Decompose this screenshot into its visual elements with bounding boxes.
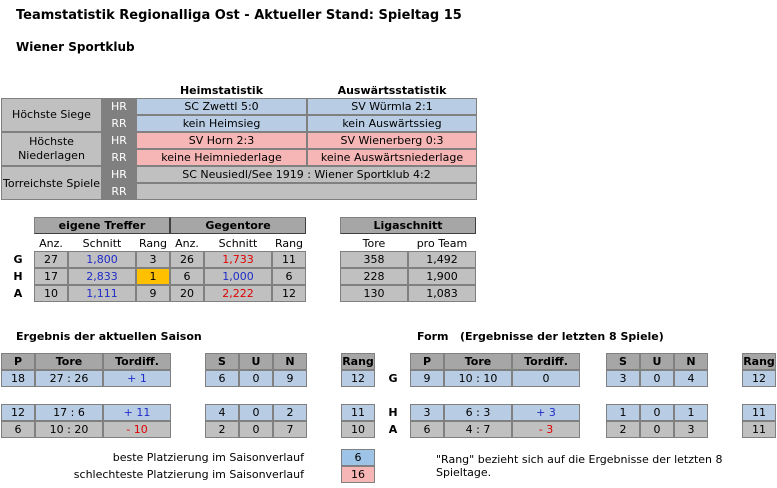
saison-a-n: 7 [273, 421, 307, 438]
form-g-u: 0 [640, 370, 674, 387]
row-label-h: H [13, 270, 23, 283]
siege-rr-ausw: kein Auswärtssieg [307, 115, 477, 132]
siege-hr-ausw: SV Würmla 2:1 [307, 98, 477, 115]
col-anz: Anz. [39, 236, 63, 250]
l-pro: 1,492 [408, 251, 476, 268]
e-anz: 17 [34, 268, 68, 285]
l-tore: 130 [340, 285, 408, 302]
col-p: P [410, 353, 444, 370]
e-schnitt: 2,833 [68, 268, 136, 285]
e-anz: 10 [34, 285, 68, 302]
form-g-n: 4 [674, 370, 708, 387]
e-rang: 9 [136, 285, 170, 302]
e-rang: 3 [136, 251, 170, 268]
siege-rr-heim: kein Heimsieg [136, 115, 307, 132]
col-tore: Tore [35, 353, 103, 370]
saison-g-tore: 27 : 26 [35, 370, 103, 387]
g-anz: 26 [170, 251, 204, 268]
team-name: Wiener Sportklub [16, 40, 135, 54]
g-schnitt: 1,733 [204, 251, 272, 268]
torreich-label: Torreichste Spiele [1, 166, 102, 200]
form-a-s: 2 [606, 421, 640, 438]
saison-h-u: 0 [239, 404, 273, 421]
saison-g-rang: 12 [341, 370, 375, 387]
saison-g-diff: + 1 [103, 370, 171, 387]
saison-h-s: 4 [205, 404, 239, 421]
gegen-header: Gegentore [170, 217, 306, 234]
liga-header: Ligaschnitt [340, 217, 476, 234]
saison-h-rang: 11 [341, 404, 375, 421]
form-g-rang: 12 [742, 370, 776, 387]
saison-h-diff: + 11 [103, 404, 171, 421]
form-h-p: 3 [410, 404, 444, 421]
saison-h-tore: 17 : 6 [35, 404, 103, 421]
ausw-header: Auswärtsstatistik [337, 83, 447, 97]
rr-label: RR [102, 115, 136, 132]
col-rang: Rang [274, 236, 304, 250]
l-tore: 228 [340, 268, 408, 285]
col-schnitt: Schnitt [82, 236, 122, 250]
form-a-tore: 4 : 7 [444, 421, 512, 438]
col-s: S [205, 353, 239, 370]
row-label-a: A [13, 287, 23, 300]
form-h-tore: 6 : 3 [444, 404, 512, 421]
form-label-a: A [388, 423, 398, 436]
saison-g-n: 9 [273, 370, 307, 387]
saison-a-rang: 10 [341, 421, 375, 438]
col-anz: Anz. [175, 236, 199, 250]
saison-a-tore: 10 : 20 [35, 421, 103, 438]
schlecht-value: 16 [341, 466, 375, 483]
saison-h-p: 12 [1, 404, 35, 421]
schlecht-label: schlechteste Platzierung im Saisonverlauf [73, 468, 304, 481]
form-g-s: 3 [606, 370, 640, 387]
l-pro: 1,083 [408, 285, 476, 302]
torreich-rr [136, 183, 477, 200]
col-tore: Tore [362, 236, 386, 250]
l-pro: 1,900 [408, 268, 476, 285]
col-n: N [674, 353, 708, 370]
form-h-s: 1 [606, 404, 640, 421]
saison-g-p: 18 [1, 370, 35, 387]
saison-a-u: 0 [239, 421, 273, 438]
col-n: N [273, 353, 307, 370]
form-g-diff: 0 [512, 370, 580, 387]
siege-hr-heim: SC Zwettl 5:0 [136, 98, 307, 115]
saison-a-diff: - 10 [103, 421, 171, 438]
form-g-tore: 10 : 10 [444, 370, 512, 387]
e-schnitt: 1,111 [68, 285, 136, 302]
heim-header: Heimstatistik [179, 83, 264, 97]
col-rang: Rang [138, 236, 168, 250]
hr-label: HR [102, 166, 136, 183]
saison-a-p: 6 [1, 421, 35, 438]
g-rang: 11 [272, 251, 306, 268]
hr-label: HR [102, 98, 136, 115]
form-a-n: 3 [674, 421, 708, 438]
col-u: U [239, 353, 273, 370]
saison-g-u: 0 [239, 370, 273, 387]
l-tore: 358 [340, 251, 408, 268]
form-a-rang: 11 [742, 421, 776, 438]
g-rang: 6 [272, 268, 306, 285]
nied-hr-heim: SV Horn 2:3 [136, 132, 307, 149]
form-a-p: 6 [410, 421, 444, 438]
form-label-g: G [388, 372, 398, 385]
col-tordiff: Tordiff. [103, 353, 171, 370]
form-a-u: 0 [640, 421, 674, 438]
g-anz: 20 [170, 285, 204, 302]
nied-rr-ausw: keine Auswärtsniederlage [307, 149, 477, 166]
niederlagen-label: Höchste Niederlagen [1, 132, 102, 166]
saison-a-s: 2 [205, 421, 239, 438]
hr-label: HR [102, 132, 136, 149]
form-h-u: 0 [640, 404, 674, 421]
e-anz: 27 [34, 251, 68, 268]
rr-label: RR [102, 149, 136, 166]
eigene-header: eigene Treffer [34, 217, 170, 234]
col-p: P [1, 353, 35, 370]
form-g-p: 9 [410, 370, 444, 387]
col-proteam: pro Team [416, 236, 468, 250]
col-u: U [640, 353, 674, 370]
saison-header: Ergebnis der aktuellen Saison [16, 330, 202, 343]
siege-label: Höchste Siege [1, 98, 102, 132]
g-rang: 12 [272, 285, 306, 302]
beste-label: beste Platzierung im Saisonverlauf [112, 451, 304, 464]
rr-label: RR [102, 183, 136, 200]
col-tore: Tore [444, 353, 512, 370]
form-h-n: 1 [674, 404, 708, 421]
row-label-g: G [13, 253, 23, 266]
e-rang-highlight: 1 [136, 268, 170, 285]
g-schnitt: 1,000 [204, 268, 272, 285]
torreich-hr: SC Neusiedl/See 1919 : Wiener Sportklub 4:2 [136, 166, 477, 183]
form-header: Form (Ergebnisse der letzten 8 Spiele) [417, 330, 664, 343]
saison-h-n: 2 [273, 404, 307, 421]
e-schnitt: 1,800 [68, 251, 136, 268]
nied-rr-heim: keine Heimniederlage [136, 149, 307, 166]
form-label-h: H [388, 406, 398, 419]
col-rang: Rang [342, 355, 374, 368]
col-rang: Rang [743, 355, 775, 368]
g-anz: 6 [170, 268, 204, 285]
col-tordiff: Tordiff. [512, 353, 580, 370]
saison-g-s: 6 [205, 370, 239, 387]
form-a-diff: - 3 [512, 421, 580, 438]
page-title: Teamstatistik Regionalliga Ost - Aktueller Stand: Spieltag 15 [16, 8, 462, 23]
form-h-rang: 11 [742, 404, 776, 421]
rang-note: "Rang" bezieht sich auf die Ergebnisse der letzten 8 Spieltage. [436, 453, 723, 479]
col-schnitt: Schnitt [218, 236, 258, 250]
nied-hr-ausw: SV Wienerberg 0:3 [307, 132, 477, 149]
g-schnitt: 2,222 [204, 285, 272, 302]
form-h-diff: + 3 [512, 404, 580, 421]
beste-value: 6 [341, 449, 375, 466]
col-s: S [606, 353, 640, 370]
